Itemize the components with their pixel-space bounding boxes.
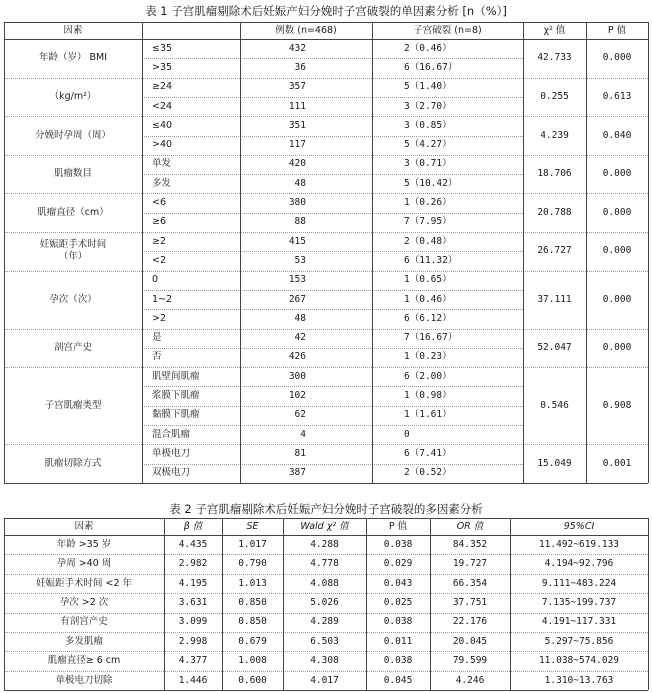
table1-p: 0.613 — [602, 90, 632, 102]
table1-header-cell: 因素 — [63, 25, 83, 36]
table2-column-line — [164, 518, 165, 691]
table1-inner-column-line — [240, 22, 241, 484]
table2-value: 4.195 — [178, 577, 208, 589]
table1-p: 0.000 — [602, 341, 632, 353]
table2-value: 4.778 — [310, 558, 339, 570]
table1-count: 111 — [288, 100, 306, 112]
table1-rupture: 6（2.00） — [404, 370, 452, 382]
table2-header-cell: 95%CI — [563, 521, 595, 532]
table1-row-divider — [142, 213, 523, 214]
table1-count: 81 — [294, 447, 306, 459]
table1-rupture: 3（0.71） — [404, 158, 452, 170]
table2-column-line — [430, 518, 431, 691]
table2-row-divider — [4, 574, 648, 575]
table2-value: 1.017 — [238, 538, 267, 550]
table2-value: 0.679 — [238, 635, 267, 647]
table2-value: 2.998 — [178, 635, 208, 647]
table1-header-cell: 子宫破裂 (n=8) — [413, 25, 482, 36]
table1-p: 0.908 — [602, 399, 632, 411]
table2-row-divider — [4, 671, 648, 672]
table1-level: <2 — [152, 254, 167, 266]
table1-header-rule — [4, 39, 648, 40]
table2-factor: 多发肌瘤 — [64, 635, 103, 647]
table1-level: 多发 — [152, 177, 172, 189]
table1-rupture: 7（16.67） — [404, 332, 458, 344]
table2-value: 79.599 — [452, 655, 488, 667]
table2-value: 4.288 — [310, 538, 339, 550]
table1-factor-label: 肌瘤数目 — [53, 168, 92, 180]
table1-p: 0.001 — [602, 457, 632, 469]
table2-factor: 孕次 >2 次 — [59, 596, 109, 608]
table1-rupture: 2（0.48） — [404, 235, 452, 247]
table2-factor: 单极电刀切除 — [55, 674, 113, 686]
table2-factor: 有剖宫产史 — [60, 616, 108, 628]
table1-rupture: 6（7.41） — [404, 447, 452, 459]
table1-group-divider — [4, 78, 648, 79]
table1-count: 102 — [288, 390, 306, 402]
table2-value: 1.013 — [238, 577, 267, 589]
table2-column-line — [510, 518, 511, 691]
table1-row-divider — [142, 251, 523, 252]
table1-rupture: 6（6.12） — [404, 312, 452, 324]
table1-factor-label: 孕次（次） — [49, 293, 97, 305]
table2-factor: 孕周 >40 周 — [56, 558, 112, 570]
table2-value: 22.176 — [452, 616, 488, 628]
table1-level: ≤40 — [152, 119, 173, 131]
table1-rupture: 2（0.52） — [404, 467, 452, 479]
table1-header-cell: P 值 — [607, 25, 627, 36]
table1-rupture: 6（11.32） — [404, 254, 458, 266]
table2-value: 0.790 — [238, 558, 267, 570]
table1-chi2: 37.111 — [537, 293, 572, 305]
table1-chi2: 20.788 — [537, 206, 572, 218]
table1-count: 300 — [288, 370, 306, 382]
table2-value: 66.354 — [452, 577, 488, 589]
table2-value: 2.982 — [178, 558, 208, 570]
table2-header-cell: β 值 — [183, 521, 203, 532]
table1-factor-label: 剖宫产史 — [53, 341, 92, 353]
table2-value: 0.038 — [383, 616, 413, 628]
table1-p: 0.000 — [602, 245, 632, 257]
table2-value: 0.043 — [383, 577, 413, 589]
table1-group-divider — [4, 329, 648, 330]
table1-count: 267 — [288, 293, 306, 305]
table2-value: 1.446 — [178, 674, 208, 686]
table1-count: 36 — [294, 61, 306, 73]
table1-count: 88 — [294, 216, 306, 228]
table2-value: 4.308 — [310, 655, 339, 667]
table1-column-line — [4, 22, 5, 483]
table1-column-line — [586, 22, 587, 483]
table1-level: 混合肌瘤 — [152, 428, 191, 440]
table1-column-line — [523, 22, 524, 483]
table1-rupture: 1（0.65） — [404, 274, 452, 286]
table1-level: <6 — [152, 197, 167, 209]
table2-value: 4.435 — [178, 538, 208, 550]
table1-row-divider — [142, 386, 523, 387]
table1-factor-label: 妊娠距手术时间 — [39, 239, 107, 251]
table2-row-divider — [4, 593, 648, 594]
table2-value: 5.026 — [310, 596, 339, 608]
table1-count: 48 — [294, 312, 306, 324]
table1-rupture: 2（0.46） — [404, 42, 452, 54]
table1-top-rule — [4, 22, 648, 23]
table2-column-line — [283, 518, 284, 691]
table2-value: 0.029 — [383, 558, 413, 570]
table1-p: 0.040 — [602, 129, 632, 141]
table1-factor-label: 年龄（岁） BMI — [38, 52, 108, 64]
table1-count: 387 — [288, 467, 306, 479]
table1-level: 是 — [152, 332, 162, 344]
table1-count: 432 — [288, 42, 306, 54]
table1-column-line — [648, 22, 649, 483]
table2-value: 4.194~92.796 — [544, 558, 614, 570]
table2-value: 4.191~117.331 — [541, 616, 617, 628]
table2-value: 6.503 — [310, 635, 339, 647]
table2-value: 3.099 — [178, 616, 208, 628]
table1-row-divider — [142, 348, 523, 349]
table2-column-line — [366, 518, 367, 691]
table2-value: 0.038 — [383, 655, 413, 667]
table2-header-cell: 因素 — [74, 521, 94, 532]
table1-level: 双极电刀 — [152, 467, 191, 479]
table1-factor-label: 分娩时孕周（周） — [34, 129, 111, 141]
table2-value: 4.088 — [310, 577, 339, 589]
table1-p: 0.000 — [602, 52, 632, 64]
table1-p: 0.000 — [602, 293, 632, 305]
table2-value: 4.377 — [178, 655, 208, 667]
table1-rupture: 7（7.95） — [404, 216, 452, 228]
table1-chi2: 42.733 — [537, 52, 572, 64]
table1-level: 单发 — [152, 158, 172, 170]
table2-header-cell: SE — [246, 521, 259, 532]
table1-level: 单极电刀 — [152, 447, 191, 459]
table1-inner-column-line — [372, 22, 373, 484]
table1-level: 0 — [152, 274, 159, 286]
table1-group-divider — [4, 367, 648, 368]
table2-header-cell: Wald χ² 值 — [300, 521, 349, 532]
table1-level: ≥2 — [152, 235, 167, 247]
table1-row-divider — [142, 97, 523, 98]
table2-row-divider — [4, 613, 648, 614]
table2-value: 4.246 — [455, 674, 485, 686]
table2-row-divider — [4, 632, 648, 633]
table1-rupture: 1（0.26） — [404, 197, 452, 209]
table1-rupture: 5（4.27） — [404, 139, 452, 151]
table2-value: 4.289 — [310, 616, 339, 628]
table1-count: 357 — [288, 81, 306, 93]
table1-rupture: 5（1.40） — [404, 81, 452, 93]
table1-count: 380 — [288, 197, 306, 209]
table1-chi2: 4.239 — [540, 129, 569, 141]
table1-inner-column-line — [142, 22, 143, 484]
table2-top-rule — [4, 518, 648, 519]
table1-level: ≥24 — [152, 81, 173, 93]
table2-value: 7.135~199.737 — [541, 596, 617, 608]
table1-group-divider — [4, 444, 648, 445]
table2-header-rule — [4, 535, 648, 536]
table1-count: 62 — [294, 409, 306, 421]
table2-value: 11.492~619.133 — [538, 538, 620, 550]
table2-value: 0.011 — [383, 635, 413, 647]
table1-row-divider — [142, 425, 523, 426]
table1-count: 153 — [288, 274, 306, 286]
table2-value: 5.297~75.856 — [544, 635, 614, 647]
table1-factor-label: 子宫肌瘤类型 — [44, 399, 102, 411]
table1-count: 42 — [294, 332, 306, 344]
table1-p: 0.000 — [602, 168, 632, 180]
table1-level: >35 — [152, 61, 173, 73]
table1-level: 否 — [152, 351, 162, 363]
table1-count: 53 — [294, 254, 306, 266]
table2-row-divider — [4, 554, 648, 555]
table2-value: 0.850 — [238, 596, 267, 608]
table2-header-cell: P 值 — [388, 521, 408, 532]
table1-chi2: 18.706 — [537, 168, 572, 180]
table1-group-divider — [4, 232, 648, 233]
table1-rupture: 3（2.70） — [404, 100, 452, 112]
table1-count: 426 — [288, 351, 306, 363]
table1-row-divider — [142, 136, 523, 137]
table1-chi2: 52.047 — [537, 341, 572, 353]
table1-group-divider — [4, 193, 648, 194]
table1-level: 黏膜下肌瘤 — [152, 409, 200, 421]
table1-group-divider — [4, 271, 648, 272]
table2-title: 表 2 子宫肌瘤剔除术后妊娠产妇分娩时子宫破裂的多因素分析 — [169, 502, 483, 516]
table1-level: ≤35 — [152, 42, 173, 54]
table1-count: 420 — [288, 158, 306, 170]
table1-rupture: 3（0.85） — [404, 119, 452, 131]
table2-value: 37.751 — [452, 596, 488, 608]
table1-level: ≥6 — [152, 216, 167, 228]
table1-rupture: 1（1.61） — [404, 409, 452, 421]
table1-chi2: 0.546 — [540, 399, 569, 411]
table2-value: 0.038 — [383, 538, 413, 550]
table1-rupture: 5（10.42） — [404, 177, 458, 189]
table1-rupture: 1（0.98） — [404, 390, 452, 402]
table2-factor: 肌瘤直径≥ 6 cm — [47, 655, 121, 667]
table2-factor: 年龄 >35 岁 — [56, 538, 112, 550]
table1-row-divider — [142, 174, 523, 175]
table1-bottom-rule — [4, 483, 648, 484]
table1-row-divider — [142, 406, 523, 407]
table1-rupture: 0 — [404, 428, 410, 440]
table1-level: >40 — [152, 139, 173, 151]
table2-row-divider — [4, 651, 648, 652]
table1-chi2: 15.049 — [537, 457, 572, 469]
table1-level: <24 — [152, 100, 173, 112]
table2-header-cell: OR 值 — [456, 521, 484, 532]
table1-chi2: 26.727 — [537, 245, 572, 257]
table1-p: 0.000 — [602, 206, 632, 218]
table1-row-divider — [142, 58, 523, 59]
table1-count: 48 — [294, 177, 306, 189]
table2-value: 9.111~483.224 — [541, 577, 617, 589]
table2-value: 0.850 — [238, 616, 267, 628]
table1-rupture: 6（16.67） — [404, 61, 458, 73]
table1-row-divider — [142, 290, 523, 291]
table2-value: 0.600 — [238, 674, 267, 686]
table1-count: 415 — [288, 235, 306, 247]
table1-rupture: 1（0.23） — [404, 351, 452, 363]
table2-value: 4.017 — [310, 674, 339, 686]
table1-count: 4 — [300, 428, 306, 440]
table2-value: 3.631 — [178, 596, 208, 608]
table2-value: 20.045 — [452, 635, 488, 647]
table1-factor-label: 肌瘤切除方式 — [44, 457, 102, 469]
table1-row-divider — [142, 309, 523, 310]
table1-chi2: 0.255 — [540, 90, 569, 102]
table1-group-divider — [4, 116, 648, 117]
table2-value: 1.310~13.763 — [544, 674, 614, 686]
table2-value: 19.727 — [452, 558, 488, 570]
table2-column-line — [4, 518, 5, 690]
table1-level: >2 — [152, 312, 167, 324]
table1-level: 1~2 — [152, 293, 173, 305]
table2-value: 11.038~574.029 — [538, 655, 620, 667]
table2-bottom-rule — [4, 690, 648, 691]
table1-factor-label: （kg/m²） — [49, 90, 97, 102]
table2-value: 1.008 — [238, 655, 267, 667]
table2-value: 0.025 — [383, 596, 413, 608]
table2-value: 84.352 — [452, 538, 488, 550]
table2-column-line — [222, 518, 223, 691]
table2-value: 0.045 — [383, 674, 413, 686]
table2-factor: 妊娠距手术时间 <2 年 — [35, 577, 133, 589]
table1-row-divider — [142, 464, 523, 465]
table1-count: 117 — [288, 139, 306, 151]
table1-factor-label: 肌瘤直径（cm） — [37, 206, 109, 218]
table2-column-line — [648, 518, 649, 690]
table1-level: 肌壁间肌瘤 — [152, 370, 200, 382]
table1-header-cell: χ² 值 — [543, 25, 566, 36]
table1-group-divider — [4, 155, 648, 156]
table1-rupture: 1（0.46） — [404, 293, 452, 305]
table1-count: 351 — [288, 119, 306, 131]
table1-level: 浆膜下肌瘤 — [152, 390, 200, 402]
table1-title: 表 1 子宫肌瘤剔除术后妊娠产妇分娩时子宫破裂的单因素分析 [n（%）] — [145, 4, 507, 18]
table1-factor-label: （年） — [58, 251, 88, 263]
table1-header-cell: 例数 (n=468) — [275, 25, 337, 36]
